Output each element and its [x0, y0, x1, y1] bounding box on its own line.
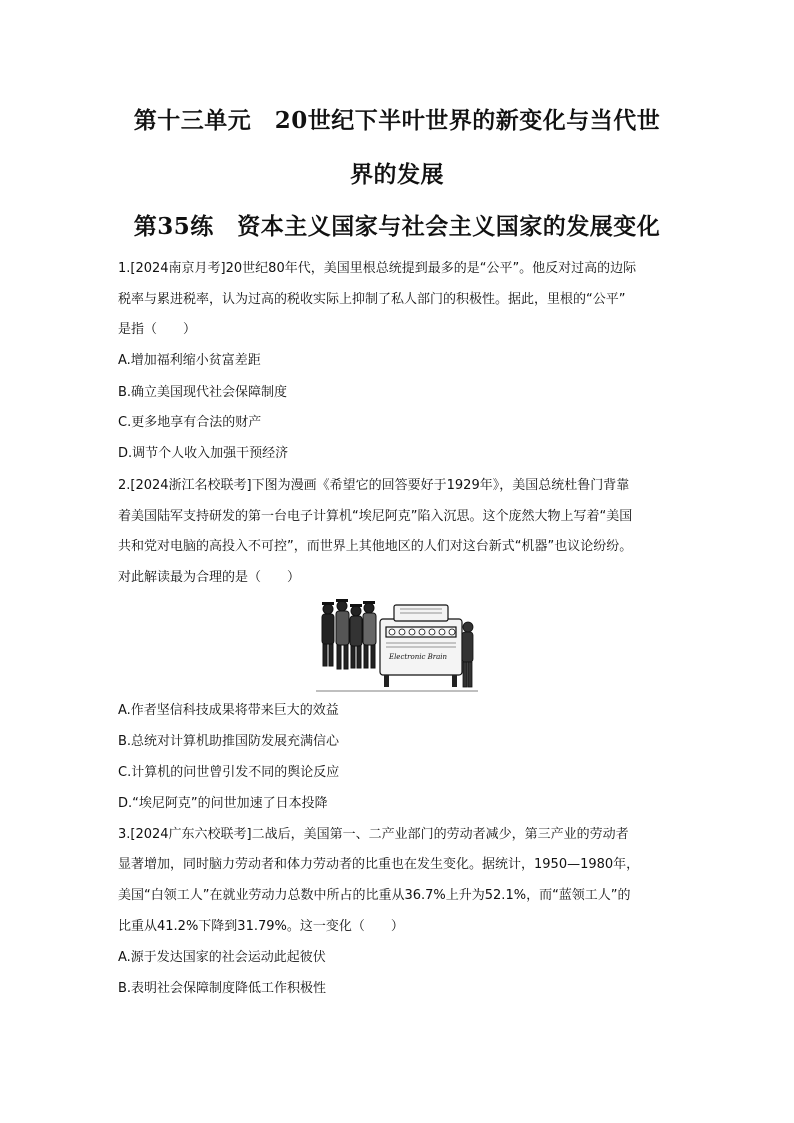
q2-option-a: A.作者坚信科技成果将带来巨大的效益 [118, 703, 339, 718]
q3-stem-line-3: 美国“白领工人”在就业劳动力总数中所占的比重从36.7%上升为52.1%，而“蓝领工人”的 [118, 888, 631, 903]
q3-stem-line-2: 显著增加，同时脑力劳动者和体力劳动者的比重也在发生变化。据统计，1950—1980年， [118, 857, 640, 872]
q3-option-b: B.表明社会保障制度降低工作积极性 [118, 981, 327, 996]
q2-stem-line-3: 共和党对电脑的高投入不可控”，而世界上其他地区的人们对这台新式“机器”也议论纷纷。 [118, 539, 633, 554]
q2-option-b: B.总统对计算机助推国防发展充满信心 [118, 734, 340, 749]
unit-title-line-1: 第十三单元 20世纪下半叶世界的新变化与当代世 [133, 107, 661, 134]
q3-option-a: A.源于发达国家的社会运动此起彼伏 [118, 950, 326, 965]
cartoon-label: Electronic Brain [388, 653, 448, 661]
q1-option-d: D.调节个人收入加强干预经济 [118, 446, 289, 461]
q2-option-c: C.计算机的问世曾引发不同的舆论反应 [118, 765, 340, 780]
q3-stem-line-1: 3.[2024广东六校联考]二战后，美国第一、二产业部门的劳动者减少，第三产业的劳动者 [118, 827, 629, 842]
q1-option-c: C.更多地享有合法的财产 [118, 415, 262, 430]
q1-stem-line-3: 是指（ ） [118, 322, 197, 337]
q2-stem-line-4: 对此解读最为合理的是（ ） [118, 570, 301, 585]
q2-option-d: D.“埃尼阿克”的问世加速了日本投降 [118, 796, 328, 811]
q3-stem-line-4: 比重从41.2%下降到31.79%。这一变化（ ） [118, 919, 404, 934]
q1-stem-line-2: 税率与累进税率，认为过高的税收实际上抑制了私人部门的积极性。据此，里根的“公平” [118, 292, 626, 307]
q1-option-a: A.增加福利缩小贫富差距 [118, 353, 261, 368]
q2-stem-line-1: 2.[2024浙江名校联考]下图为漫画《希望它的回答要好于1929年》，美国总统杜鲁门背靠 [118, 478, 630, 493]
cartoon-illustration [316, 597, 478, 695]
q2-stem-line-2: 着美国陆军支持研发的第一台电子计算机“埃尼阿克”陷入沉思。这个庞然大物上写着“美国 [118, 509, 633, 524]
q1-stem-line-1: 1.[2024南京月考]20世纪80年代，美国里根总统提到最多的是“公平”。他反对过高的边际 [118, 261, 637, 276]
exercise-title: 第35练 资本主义国家与社会主义国家的发展变化 [133, 213, 661, 240]
unit-title-line-2: 界的发展 [350, 161, 444, 188]
q1-option-b: B.确立美国现代社会保障制度 [118, 385, 288, 400]
